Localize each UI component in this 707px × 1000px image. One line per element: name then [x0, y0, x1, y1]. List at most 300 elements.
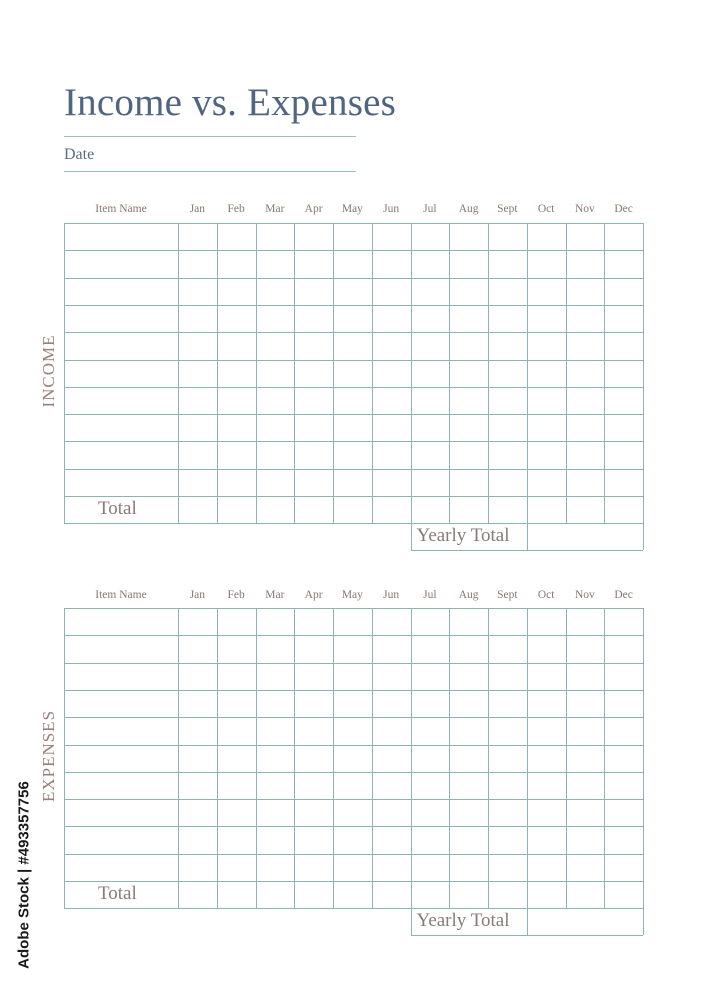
- table-cell[interactable]: [179, 224, 217, 250]
- table-cell[interactable]: [412, 224, 450, 250]
- table-cell[interactable]: [567, 224, 605, 250]
- table-cell[interactable]: [65, 470, 178, 496]
- total-cell[interactable]: [528, 882, 566, 908]
- yearly-total-value-cell[interactable]: [528, 909, 643, 935]
- table-cell[interactable]: [605, 333, 643, 359]
- table-cell[interactable]: [605, 251, 643, 277]
- table-cell[interactable]: [218, 361, 256, 387]
- table-cell[interactable]: [65, 664, 178, 690]
- table-cell[interactable]: [412, 415, 450, 441]
- table-cell[interactable]: [528, 718, 566, 744]
- table-cell[interactable]: [412, 306, 450, 332]
- table-cell[interactable]: [334, 827, 372, 853]
- table-cell[interactable]: [528, 470, 566, 496]
- table-cell[interactable]: [528, 773, 566, 799]
- column-header-month: Aug: [458, 203, 479, 215]
- table-cell[interactable]: [179, 855, 217, 881]
- table-cell[interactable]: [605, 442, 643, 468]
- table-cell[interactable]: [489, 306, 527, 332]
- table-cell[interactable]: [334, 470, 372, 496]
- table-cell[interactable]: [257, 361, 295, 387]
- table-cell[interactable]: [567, 361, 605, 387]
- table-cell[interactable]: [179, 415, 217, 441]
- total-cell[interactable]: [412, 882, 450, 908]
- table-cell[interactable]: [257, 609, 295, 635]
- table-cell[interactable]: [179, 636, 217, 662]
- table-cell[interactable]: [295, 361, 333, 387]
- table-cell[interactable]: [179, 746, 217, 772]
- table-cell[interactable]: [412, 361, 450, 387]
- table-cell[interactable]: [257, 718, 295, 744]
- table-cell[interactable]: [65, 251, 178, 277]
- table-cell[interactable]: [373, 306, 411, 332]
- table-cell[interactable]: [218, 636, 256, 662]
- table-cell[interactable]: [257, 306, 295, 332]
- table-cell[interactable]: [605, 388, 643, 414]
- table-cell[interactable]: [257, 800, 295, 826]
- table-cell[interactable]: [218, 442, 256, 468]
- table-cell[interactable]: [334, 361, 372, 387]
- table-cell[interactable]: [257, 691, 295, 717]
- table-cell[interactable]: [257, 746, 295, 772]
- table-cell[interactable]: [412, 279, 450, 305]
- table-cell[interactable]: [489, 388, 527, 414]
- table-cell[interactable]: [450, 855, 488, 881]
- table-cell[interactable]: [65, 224, 178, 250]
- table-cell[interactable]: [489, 609, 527, 635]
- table-cell[interactable]: [65, 800, 178, 826]
- table-cell[interactable]: [257, 827, 295, 853]
- table-cell[interactable]: [528, 306, 566, 332]
- table-cell[interactable]: [450, 691, 488, 717]
- table-cell[interactable]: [489, 664, 527, 690]
- total-cell[interactable]: [489, 497, 527, 523]
- table-cell[interactable]: [373, 415, 411, 441]
- table-cell[interactable]: [179, 800, 217, 826]
- table-cell[interactable]: [528, 827, 566, 853]
- table-cell[interactable]: [450, 251, 488, 277]
- table-cell[interactable]: [179, 691, 217, 717]
- table-cell[interactable]: [65, 442, 178, 468]
- table-cell[interactable]: [489, 691, 527, 717]
- table-cell[interactable]: [373, 827, 411, 853]
- table-cell[interactable]: [295, 773, 333, 799]
- table-cell[interactable]: [489, 415, 527, 441]
- column-header-month: Apr: [304, 589, 323, 601]
- table-cell[interactable]: [567, 773, 605, 799]
- table-cell[interactable]: [334, 388, 372, 414]
- table-cell[interactable]: [412, 691, 450, 717]
- table-cell[interactable]: [334, 746, 372, 772]
- table-cell[interactable]: [295, 664, 333, 690]
- table-cell[interactable]: [373, 636, 411, 662]
- table-cell[interactable]: [179, 718, 217, 744]
- table-cell[interactable]: [528, 333, 566, 359]
- table-cell[interactable]: [334, 855, 372, 881]
- table-cell[interactable]: [218, 718, 256, 744]
- column-header-month: May: [341, 589, 363, 601]
- table-cell[interactable]: [567, 664, 605, 690]
- grid-column-line: [643, 608, 644, 908]
- table-cell[interactable]: [218, 251, 256, 277]
- table-cell[interactable]: [65, 415, 178, 441]
- table-cell[interactable]: [218, 827, 256, 853]
- table-cell[interactable]: [373, 609, 411, 635]
- table-cell[interactable]: [373, 691, 411, 717]
- total-cell[interactable]: [450, 497, 488, 523]
- table-cell[interactable]: [218, 664, 256, 690]
- table-cell[interactable]: [295, 470, 333, 496]
- table-cell[interactable]: [373, 746, 411, 772]
- table-cell[interactable]: [218, 470, 256, 496]
- table-cell[interactable]: [567, 800, 605, 826]
- table-cell[interactable]: [412, 773, 450, 799]
- table-cell[interactable]: [179, 279, 217, 305]
- table-cell[interactable]: [373, 773, 411, 799]
- table-cell[interactable]: [295, 388, 333, 414]
- table-cell[interactable]: [295, 855, 333, 881]
- table-cell[interactable]: [65, 279, 178, 305]
- table-cell[interactable]: [450, 306, 488, 332]
- total-cell[interactable]: [528, 497, 566, 523]
- total-cell[interactable]: [218, 497, 256, 523]
- total-cell[interactable]: [373, 497, 411, 523]
- table-cell[interactable]: [450, 361, 488, 387]
- table-cell[interactable]: [450, 664, 488, 690]
- table-cell[interactable]: [567, 415, 605, 441]
- table-cell[interactable]: [179, 827, 217, 853]
- column-header-month: Feb: [227, 203, 245, 215]
- total-label: Total: [98, 498, 137, 519]
- table-cell[interactable]: [179, 773, 217, 799]
- table-cell[interactable]: [257, 470, 295, 496]
- table-cell[interactable]: [567, 746, 605, 772]
- table-cell[interactable]: [373, 279, 411, 305]
- table-cell[interactable]: [489, 224, 527, 250]
- table-cell[interactable]: [218, 746, 256, 772]
- table-cell[interactable]: [257, 664, 295, 690]
- table-cell[interactable]: [295, 746, 333, 772]
- table-cell[interactable]: [334, 333, 372, 359]
- table-cell[interactable]: [65, 609, 178, 635]
- table-cell[interactable]: [567, 279, 605, 305]
- table-cell[interactable]: [257, 388, 295, 414]
- table-cell[interactable]: [528, 664, 566, 690]
- table-cell[interactable]: [450, 442, 488, 468]
- table-cell[interactable]: [179, 470, 217, 496]
- table-cell[interactable]: [334, 279, 372, 305]
- table-cell[interactable]: [450, 718, 488, 744]
- table-cell[interactable]: [218, 224, 256, 250]
- table-cell[interactable]: [65, 691, 178, 717]
- table-cell[interactable]: [605, 855, 643, 881]
- column-header-month: Mar: [265, 589, 285, 601]
- table-cell[interactable]: [412, 855, 450, 881]
- table-cell[interactable]: [567, 388, 605, 414]
- table-cell[interactable]: [567, 609, 605, 635]
- table-cell[interactable]: [65, 718, 178, 744]
- total-cell[interactable]: [450, 882, 488, 908]
- watermark-text: Adobe Stock | #493357756: [15, 781, 33, 969]
- table-cell[interactable]: [412, 636, 450, 662]
- table-cell[interactable]: [334, 664, 372, 690]
- total-cell[interactable]: [373, 882, 411, 908]
- table-cell[interactable]: [450, 609, 488, 635]
- table-cell[interactable]: [373, 224, 411, 250]
- table-cell[interactable]: [489, 251, 527, 277]
- table-cell[interactable]: [218, 855, 256, 881]
- table-cell[interactable]: [295, 333, 333, 359]
- table-cell[interactable]: [450, 827, 488, 853]
- table-cell[interactable]: [605, 691, 643, 717]
- table-cell[interactable]: [528, 224, 566, 250]
- table-cell[interactable]: [489, 800, 527, 826]
- table-cell[interactable]: [412, 718, 450, 744]
- column-header-item-name: Item Name: [95, 203, 147, 215]
- table-cell[interactable]: [295, 800, 333, 826]
- table-cell[interactable]: [334, 306, 372, 332]
- table-cell[interactable]: [528, 388, 566, 414]
- table-cell[interactable]: [567, 470, 605, 496]
- total-cell[interactable]: [257, 497, 295, 523]
- table-cell[interactable]: [218, 415, 256, 441]
- table-cell[interactable]: [450, 224, 488, 250]
- table-cell[interactable]: [65, 333, 178, 359]
- table-cell[interactable]: [334, 415, 372, 441]
- table-cell[interactable]: [65, 746, 178, 772]
- total-cell[interactable]: [412, 497, 450, 523]
- table-cell[interactable]: [605, 224, 643, 250]
- table-cell[interactable]: [373, 361, 411, 387]
- table-cell[interactable]: [450, 746, 488, 772]
- table-cell[interactable]: [334, 773, 372, 799]
- total-cell[interactable]: [334, 497, 372, 523]
- table-cell[interactable]: [257, 251, 295, 277]
- table-cell[interactable]: [528, 609, 566, 635]
- table-cell[interactable]: [179, 442, 217, 468]
- table-cell[interactable]: [567, 691, 605, 717]
- total-cell[interactable]: [179, 497, 217, 523]
- table-cell[interactable]: [489, 636, 527, 662]
- table-cell[interactable]: [412, 442, 450, 468]
- table-cell[interactable]: [65, 388, 178, 414]
- table-cell[interactable]: [218, 279, 256, 305]
- table-cell[interactable]: [412, 800, 450, 826]
- table-cell[interactable]: [412, 827, 450, 853]
- table-cell[interactable]: [528, 279, 566, 305]
- table-cell[interactable]: [257, 773, 295, 799]
- table-cell[interactable]: [373, 442, 411, 468]
- table-cell[interactable]: [528, 251, 566, 277]
- table-cell[interactable]: [412, 388, 450, 414]
- table-cell[interactable]: [450, 773, 488, 799]
- table-cell[interactable]: [412, 664, 450, 690]
- table-cell[interactable]: [567, 442, 605, 468]
- table-cell[interactable]: [334, 691, 372, 717]
- table-cell[interactable]: [179, 251, 217, 277]
- table-cell[interactable]: [257, 415, 295, 441]
- total-cell[interactable]: [257, 882, 295, 908]
- table-cell[interactable]: [218, 691, 256, 717]
- table-cell[interactable]: [450, 415, 488, 441]
- table-cell[interactable]: [528, 855, 566, 881]
- table-cell[interactable]: [412, 470, 450, 496]
- table-cell[interactable]: [295, 691, 333, 717]
- column-header-month: Apr: [304, 203, 323, 215]
- table-cell[interactable]: [295, 718, 333, 744]
- total-cell[interactable]: [218, 882, 256, 908]
- table-cell[interactable]: [412, 251, 450, 277]
- table-cell[interactable]: [528, 361, 566, 387]
- table-cell[interactable]: [567, 251, 605, 277]
- table-cell[interactable]: [373, 800, 411, 826]
- table-cell[interactable]: [373, 664, 411, 690]
- table-cell[interactable]: [450, 636, 488, 662]
- table-cell[interactable]: [179, 388, 217, 414]
- table-cell[interactable]: [605, 746, 643, 772]
- table-cell[interactable]: [257, 636, 295, 662]
- table-cell[interactable]: [412, 333, 450, 359]
- table-cell[interactable]: [605, 415, 643, 441]
- table-cell[interactable]: [65, 306, 178, 332]
- table-cell[interactable]: [605, 773, 643, 799]
- yearly-total-border: [411, 908, 412, 935]
- table-cell[interactable]: [334, 224, 372, 250]
- table-cell[interactable]: [567, 718, 605, 744]
- table-cell[interactable]: [373, 470, 411, 496]
- table-cell[interactable]: [567, 306, 605, 332]
- table-cell[interactable]: [218, 333, 256, 359]
- column-header-month: Jun: [383, 203, 400, 215]
- table-cell[interactable]: [218, 388, 256, 414]
- table-cell[interactable]: [528, 415, 566, 441]
- total-cell[interactable]: [179, 882, 217, 908]
- table-cell[interactable]: [334, 718, 372, 744]
- table-cell[interactable]: [567, 333, 605, 359]
- table-cell[interactable]: [218, 800, 256, 826]
- total-cell[interactable]: [334, 882, 372, 908]
- total-cell[interactable]: [605, 882, 643, 908]
- table-cell[interactable]: [489, 827, 527, 853]
- table-cell[interactable]: [605, 636, 643, 662]
- column-header-month: Dec: [614, 589, 633, 601]
- table-cell[interactable]: [605, 306, 643, 332]
- table-cell[interactable]: [257, 224, 295, 250]
- table-cell[interactable]: [257, 855, 295, 881]
- table-cell[interactable]: [450, 470, 488, 496]
- column-header-month: Mar: [265, 203, 285, 215]
- table-cell[interactable]: [65, 855, 178, 881]
- table-cell[interactable]: [567, 855, 605, 881]
- table-cell[interactable]: [179, 361, 217, 387]
- table-cell[interactable]: [489, 746, 527, 772]
- table-cell[interactable]: [179, 306, 217, 332]
- table-cell[interactable]: [412, 609, 450, 635]
- table-cell[interactable]: [605, 800, 643, 826]
- table-cell[interactable]: [528, 636, 566, 662]
- table-cell[interactable]: [295, 279, 333, 305]
- table-cell[interactable]: [605, 361, 643, 387]
- total-cell[interactable]: [295, 497, 333, 523]
- table-cell[interactable]: [528, 442, 566, 468]
- table-cell[interactable]: [528, 691, 566, 717]
- table-cell[interactable]: [295, 224, 333, 250]
- table-cell[interactable]: [295, 415, 333, 441]
- table-cell[interactable]: [257, 333, 295, 359]
- table-cell[interactable]: [528, 800, 566, 826]
- table-cell[interactable]: [295, 827, 333, 853]
- table-cell[interactable]: [218, 609, 256, 635]
- table-cell[interactable]: [489, 718, 527, 744]
- table-cell[interactable]: [489, 442, 527, 468]
- table-cell[interactable]: [218, 306, 256, 332]
- table-cell[interactable]: [605, 827, 643, 853]
- total-cell[interactable]: [567, 497, 605, 523]
- table-cell[interactable]: [489, 361, 527, 387]
- table-cell[interactable]: [65, 636, 178, 662]
- total-cell[interactable]: [567, 882, 605, 908]
- table-cell[interactable]: [65, 827, 178, 853]
- table-cell[interactable]: [605, 470, 643, 496]
- table-cell[interactable]: [334, 251, 372, 277]
- table-cell[interactable]: [295, 306, 333, 332]
- table-cell[interactable]: [450, 279, 488, 305]
- table-cell[interactable]: [450, 333, 488, 359]
- table-cell[interactable]: [179, 609, 217, 635]
- table-cell[interactable]: [373, 251, 411, 277]
- table-cell[interactable]: [295, 636, 333, 662]
- table-cell[interactable]: [605, 609, 643, 635]
- table-cell[interactable]: [489, 773, 527, 799]
- yearly-total-value-cell[interactable]: [528, 524, 643, 550]
- table-cell[interactable]: [373, 333, 411, 359]
- table-cell[interactable]: [334, 609, 372, 635]
- table-cell[interactable]: [489, 333, 527, 359]
- table-cell[interactable]: [605, 664, 643, 690]
- table-cell[interactable]: [412, 746, 450, 772]
- table-cell[interactable]: [528, 746, 566, 772]
- table-cell[interactable]: [605, 718, 643, 744]
- table-cell[interactable]: [179, 664, 217, 690]
- table-cell[interactable]: [334, 636, 372, 662]
- table-cell[interactable]: [257, 442, 295, 468]
- table-cell[interactable]: [218, 773, 256, 799]
- table-cell[interactable]: [373, 388, 411, 414]
- table-cell[interactable]: [567, 827, 605, 853]
- table-cell[interactable]: [489, 470, 527, 496]
- table-cell[interactable]: [65, 773, 178, 799]
- table-cell[interactable]: [179, 333, 217, 359]
- table-cell[interactable]: [567, 636, 605, 662]
- table-cell[interactable]: [605, 279, 643, 305]
- table-cell[interactable]: [257, 279, 295, 305]
- table-cell[interactable]: [295, 609, 333, 635]
- total-cell[interactable]: [295, 882, 333, 908]
- table-cell[interactable]: [450, 800, 488, 826]
- table-cell[interactable]: [334, 800, 372, 826]
- total-cell[interactable]: [605, 497, 643, 523]
- table-cell[interactable]: [373, 855, 411, 881]
- table-cell[interactable]: [295, 251, 333, 277]
- table-cell[interactable]: [334, 442, 372, 468]
- table-cell[interactable]: [489, 855, 527, 881]
- table-cell[interactable]: [450, 388, 488, 414]
- table-cell[interactable]: [65, 361, 178, 387]
- total-cell[interactable]: [489, 882, 527, 908]
- table-cell[interactable]: [295, 442, 333, 468]
- table-cell[interactable]: [489, 279, 527, 305]
- table-cell[interactable]: [373, 718, 411, 744]
